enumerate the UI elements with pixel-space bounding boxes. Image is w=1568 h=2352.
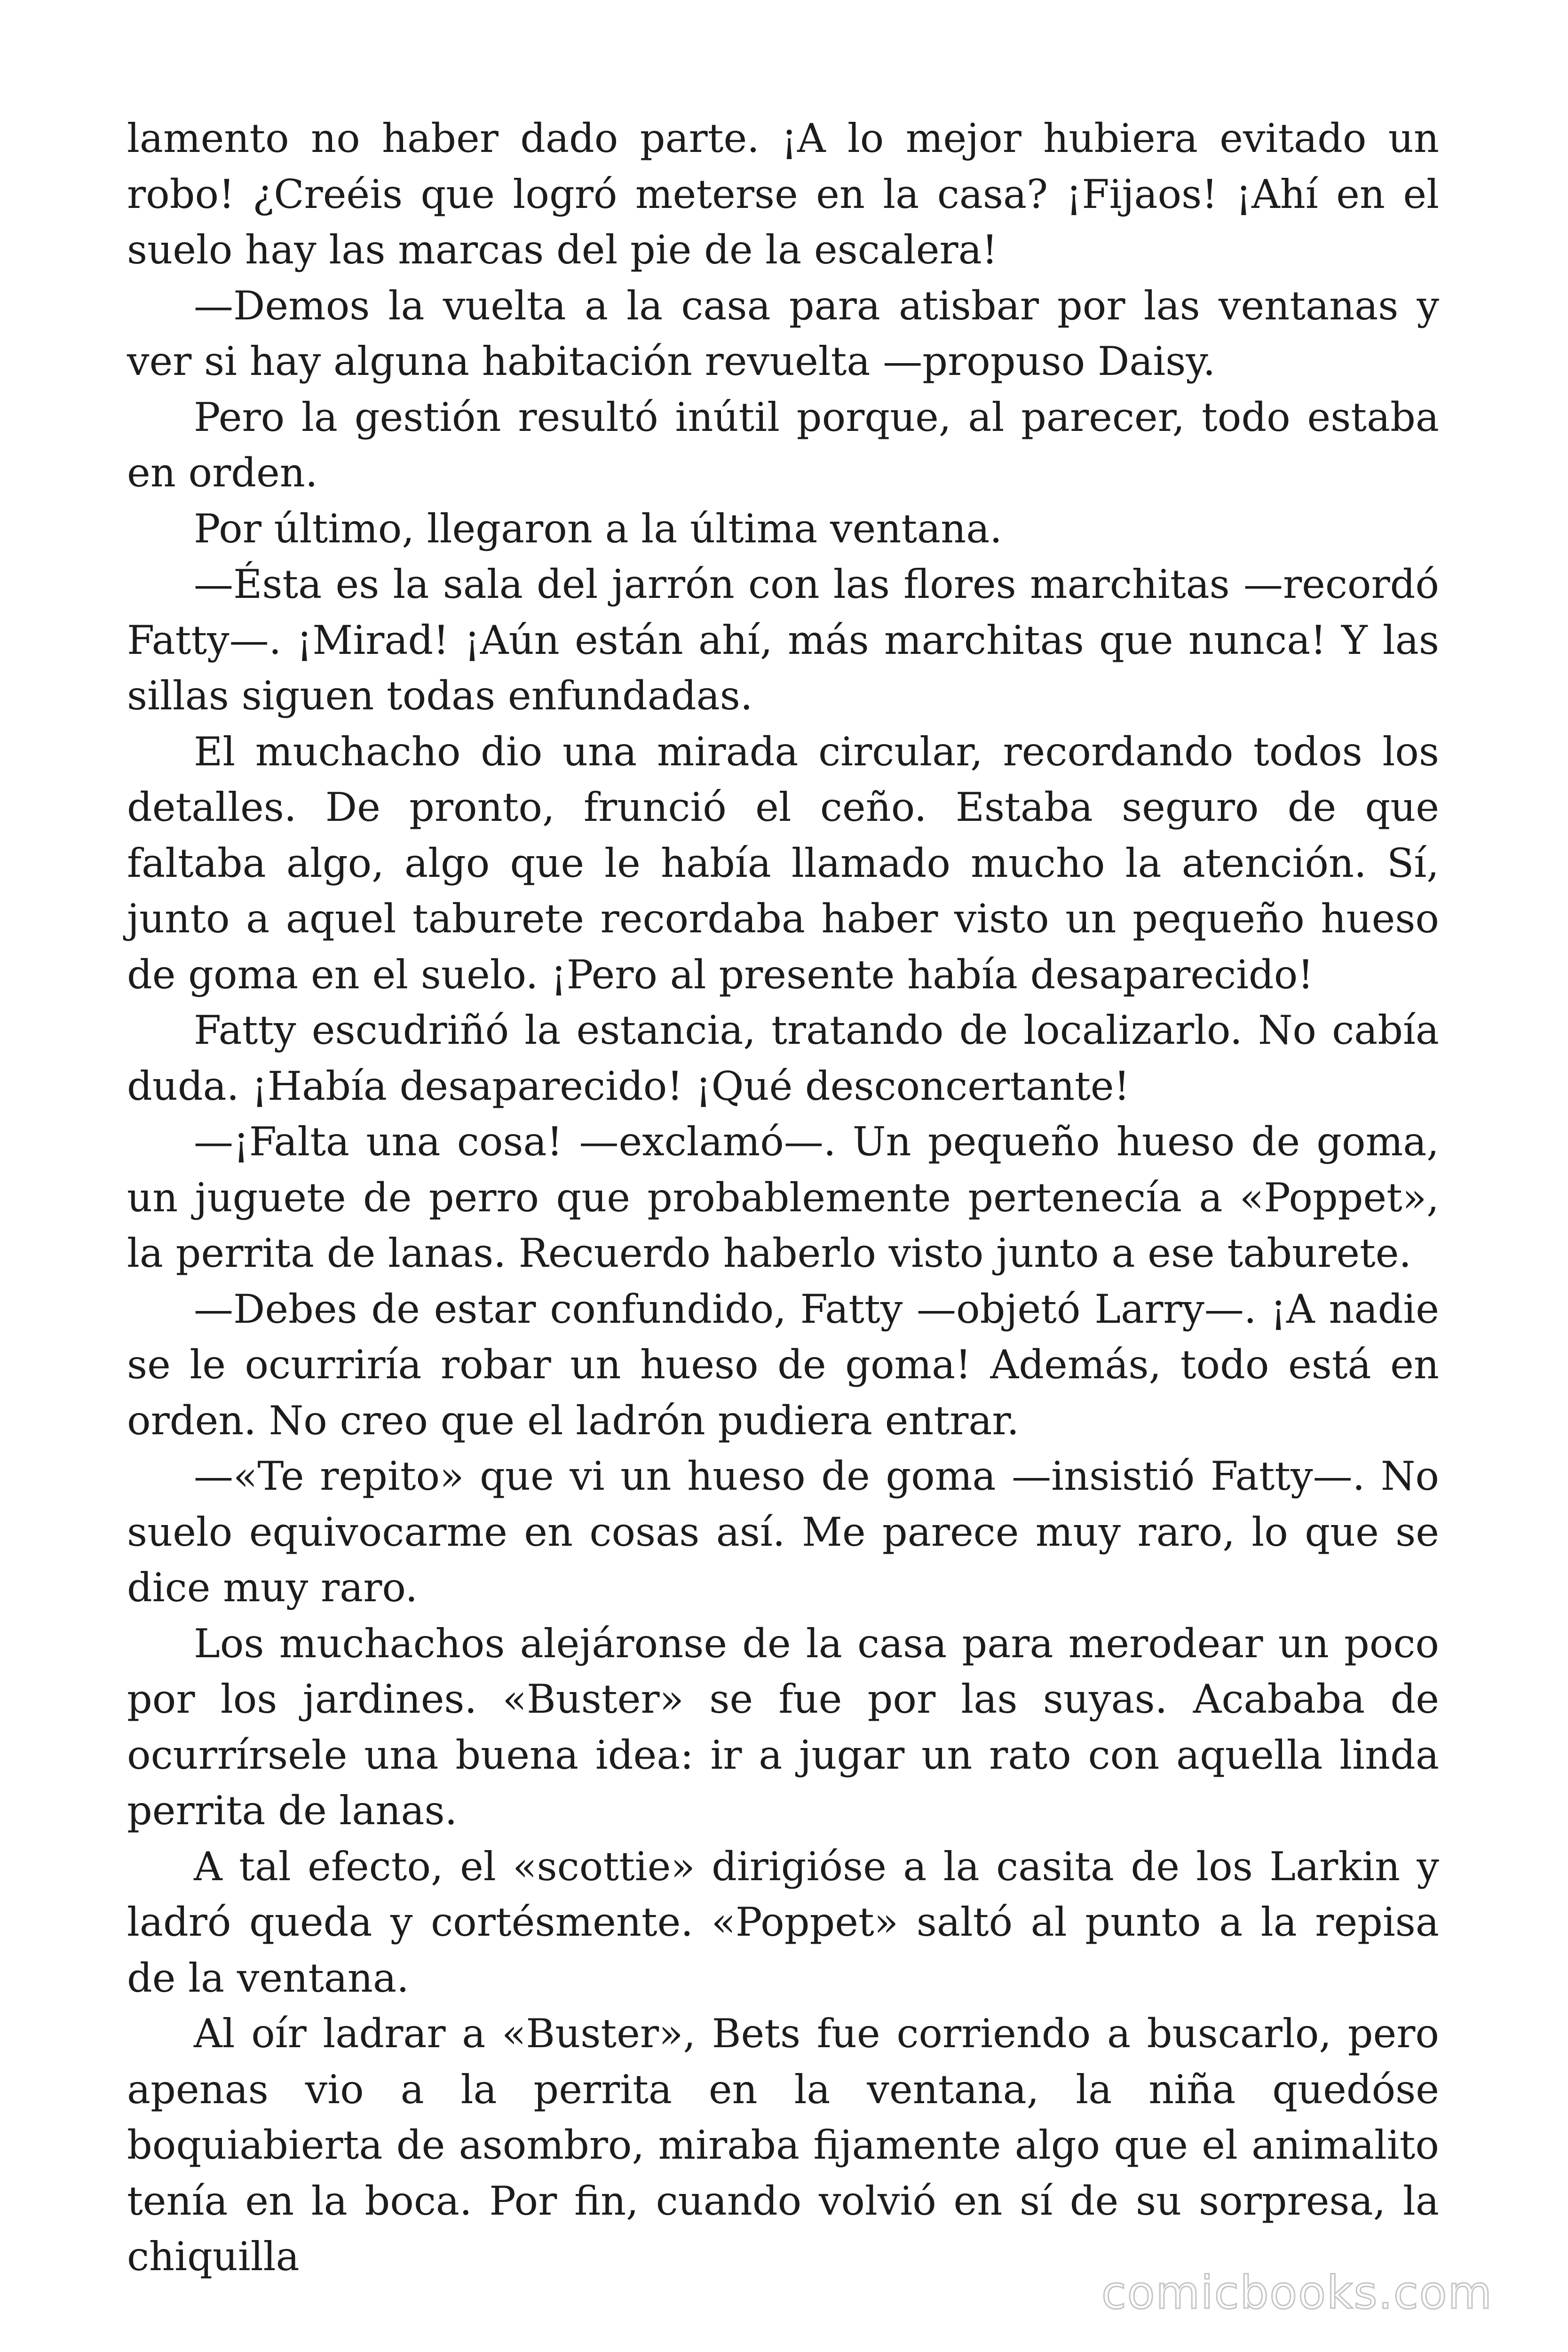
watermark: comicbooks.com [1101,2266,1493,2319]
paragraph: —«Te repito» que vi un hueso de goma —insistió Fatty—. No suelo equivocarme en cosas así. Me parece muy raro, lo que se dice muy raro. [127,1453,1439,1611]
paragraph: A tal efecto, el «scottie» dirigióse a la casita de los Larkin y ladró queda y cortésmente. «Poppet» saltó al punto a la repisa de la ventana. [127,1843,1439,2001]
paragraph: lamento no haber dado parte. ¡A lo mejor hubiera evitado un robo! ¿Creéis que logró meterse en la casa? ¡Fijaos! ¡Ahí en el suelo hay las marcas del pie de la escalera! [127,115,1439,273]
paragraph: —Ésta es la sala del jarrón con las flores marchitas —recordó Fatty—. ¡Mirad! ¡Aún están ahí, más marchitas que nunca! Y las sillas siguen todas enfundadas. [127,561,1439,719]
paragraph: Los muchachos alejáronse de la casa para merodear un poco por los jardines. «Buster» se fue por las suyas. Acababa de ocurrírsele una buena idea: ir a jugar un rato con aquella linda perrita de lanas. [127,1620,1439,1834]
paragraph: Al oír ladrar a «Buster», Bets fue corriendo a buscarlo, pero apenas vio a la perrita en la ventana, la niña quedóse boquiabierta de asombro, miraba fijamente algo que el animalito tenía en la boca. Por fin, cuando volvió en sí de su sorpresa, la chiquilla [127,2010,1439,2280]
paragraph: Fatty escudriñó la estancia, tratando de localizarlo. No cabía duda. ¡Había desaparecido! ¡Qué desconcertante! [127,1007,1439,1109]
book-page-text [127,111,1439,2285]
paragraph: El muchacho dio una mirada circular, recordando todos los detalles. De pronto, frunció el ceño. Estaba seguro de que faltaba algo, algo que le había llamado mucho la atención. Sí, junto a aquel taburete recordaba haber visto un pequeño hueso de goma en el suelo. ¡Pero al presente había desaparecido! [127,728,1439,998]
paragraph: —Debes de estar confundido, Fatty —objetó Larry—. ¡A nadie se le ocurriría robar un hueso de goma! Además, todo está en orden. No creo que el ladrón pudiera entrar. [127,1286,1439,1444]
paragraph: Por último, llegaron a la última ventana. [194,505,1003,552]
paragraph: Pero la gestión resultó inútil porque, al parecer, todo estaba en orden. [127,394,1439,496]
paragraph: —Demos la vuelta a la casa para atisbar por las ventanas y ver si hay alguna habitación revuelta —propuso Daisy. [127,282,1439,384]
paragraph: —¡Falta una cosa! —exclamó—. Un pequeño hueso de goma, un juguete de perro que probablemente pertenecía a «Poppet», la perrita de lanas. Recuerdo haberlo visto junto a ese taburete. [127,1119,1439,1276]
